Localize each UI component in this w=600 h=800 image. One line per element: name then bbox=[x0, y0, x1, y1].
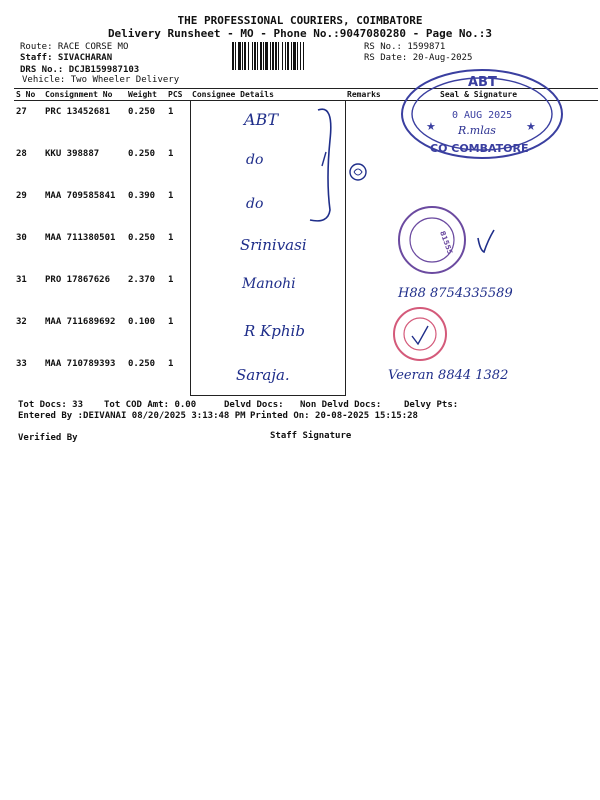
barcode-bar bbox=[260, 42, 262, 70]
cell-pcs: 1 bbox=[168, 275, 174, 285]
barcode-bar bbox=[272, 42, 274, 70]
cell-sno: 27 bbox=[16, 107, 27, 117]
check-mark-icon bbox=[474, 226, 498, 256]
barcode-bar bbox=[282, 42, 283, 70]
barcode-bar bbox=[278, 42, 279, 70]
cell-sno: 30 bbox=[16, 233, 27, 243]
runsheet-subtitle: Delivery Runsheet - MO - Phone No.:9047080280 - Page No.:3 bbox=[107, 27, 493, 40]
entered-by: Entered By :DEIVANAI 08/20/2025 3:13:48 PM bbox=[18, 411, 246, 421]
company-title: THE PROFESSIONAL COURIERS, COIMBATORE bbox=[177, 14, 423, 27]
barcode-bar bbox=[293, 42, 296, 70]
barcode-bar bbox=[248, 42, 249, 70]
barcode-bar bbox=[257, 42, 258, 70]
cell-remarks bbox=[345, 269, 402, 311]
rs-date: RS Date: 20-Aug-2025 bbox=[364, 53, 473, 63]
barcode-bar bbox=[242, 42, 243, 70]
purple-round-stamp bbox=[396, 204, 468, 276]
stamp-date: 0 AUG 2025 bbox=[452, 110, 513, 121]
barcode-bar bbox=[291, 42, 292, 70]
handwritten-ditto: do bbox=[246, 196, 264, 212]
col-seal: Seal & Signature bbox=[402, 89, 598, 101]
cell-weight: 0.100 bbox=[128, 317, 156, 327]
col-consignment: Consignment No bbox=[43, 89, 126, 101]
cell-pcs: 1 bbox=[168, 107, 174, 117]
table-row bbox=[14, 353, 598, 396]
cell-consignment: MAA 711689692 bbox=[45, 317, 116, 327]
cell-consignment: MAA 711380501 bbox=[45, 233, 116, 243]
stamp-code: 81555 bbox=[438, 229, 454, 256]
cell-sno: 28 bbox=[16, 149, 27, 159]
cell-pcs: 1 bbox=[168, 359, 174, 369]
stamp-sign: R.mlas bbox=[458, 124, 496, 137]
barcode-bar bbox=[252, 42, 253, 70]
col-consignee: Consignee Details bbox=[190, 89, 345, 101]
cell-weight: 0.250 bbox=[128, 359, 156, 369]
cell-consignment: KKU 398887 bbox=[45, 149, 100, 159]
vehicle-label: Vehicle: Two Wheeler Delivery bbox=[22, 75, 180, 85]
barcode-bar bbox=[265, 42, 268, 70]
handwritten-name: Manohi bbox=[242, 276, 296, 292]
cell-pcs: 1 bbox=[168, 233, 174, 243]
staff-label: Staff: SIVACHARAN bbox=[20, 53, 113, 63]
cell-consignment: MAA 709585841 bbox=[45, 191, 116, 201]
delivery-points: Delvy Pts: bbox=[404, 400, 459, 410]
barcode-bar bbox=[238, 42, 241, 70]
ditto-bracket-mark bbox=[300, 100, 380, 230]
cell-sno: 32 bbox=[16, 317, 27, 327]
cell-pcs: 1 bbox=[168, 191, 174, 201]
cell-consignment: PRC 13452681 bbox=[45, 107, 111, 117]
svg-text:★: ★ bbox=[426, 120, 436, 133]
handwritten-ditto: do bbox=[246, 152, 264, 168]
barcode-bar bbox=[254, 42, 256, 70]
cell-consignment: MAA 710789393 bbox=[45, 359, 116, 369]
total-cod-amount: Tot COD Amt: 0.00 bbox=[104, 400, 197, 410]
col-weight: Weight bbox=[126, 89, 166, 101]
cell-sno: 31 bbox=[16, 275, 27, 285]
barcode-bar bbox=[297, 42, 298, 70]
route-label: Route: RACE CORSE MO bbox=[20, 42, 129, 52]
handwritten-name: Saraja. bbox=[236, 366, 290, 384]
staff-signature: Staff Signature bbox=[270, 431, 352, 441]
cell-sno: 33 bbox=[16, 359, 27, 369]
cell-remarks bbox=[345, 227, 402, 269]
barcode-bar bbox=[263, 42, 264, 70]
rs-number: RS No.: 1599871 bbox=[364, 42, 446, 52]
barcode-bar bbox=[285, 42, 286, 70]
company-stamp bbox=[398, 66, 566, 162]
barcode-bar bbox=[232, 42, 234, 70]
cell-consignment: PRO 17867626 bbox=[45, 275, 111, 285]
barcode-bar bbox=[300, 42, 301, 70]
pink-round-stamp bbox=[384, 306, 458, 362]
cell-pcs: 1 bbox=[168, 149, 174, 159]
cell-weight: 0.250 bbox=[128, 107, 156, 117]
cell-weight: 2.370 bbox=[128, 275, 156, 285]
table-row bbox=[14, 311, 598, 353]
non-delivered-docs: Non Delvd Docs: bbox=[300, 400, 382, 410]
delivered-docs: Delvd Docs: bbox=[224, 400, 284, 410]
total-docs: Tot Docs: 33 bbox=[18, 400, 84, 410]
cell-sno: 29 bbox=[16, 191, 27, 201]
svg-text:★: ★ bbox=[526, 120, 536, 133]
barcode bbox=[232, 42, 360, 70]
stamp-bottom-text: CO COMBATORE bbox=[430, 142, 529, 155]
col-remarks: Remarks bbox=[345, 89, 402, 101]
col-pcs: PCS bbox=[166, 89, 190, 101]
stamp-top-text: ABT bbox=[468, 75, 497, 90]
handwritten-signature: Veeran 8844 1382 bbox=[388, 368, 509, 383]
handwritten-phone: H88 8754335589 bbox=[398, 286, 513, 301]
col-sno: S No bbox=[14, 89, 43, 101]
barcode-bar bbox=[303, 42, 304, 70]
barcode-bar bbox=[244, 42, 246, 70]
barcode-bar bbox=[275, 42, 277, 70]
handwritten-name: ABT bbox=[244, 110, 278, 129]
cell-weight: 0.250 bbox=[128, 149, 156, 159]
cell-weight: 0.250 bbox=[128, 233, 156, 243]
verified-by: Verified By bbox=[18, 433, 78, 443]
barcode-bar bbox=[287, 42, 289, 70]
cell-weight: 0.390 bbox=[128, 191, 156, 201]
barcode-bar bbox=[235, 42, 236, 70]
handwritten-name: Srinivasi bbox=[240, 236, 307, 254]
cell-pcs: 1 bbox=[168, 317, 174, 327]
handwritten-name: R Kphib bbox=[244, 322, 305, 340]
drs-number: DRS No.: DCJB159987103 bbox=[20, 65, 140, 75]
barcode-bar bbox=[270, 42, 271, 70]
printed-on: Printed On: 20-08-2025 15:15:28 bbox=[250, 411, 418, 421]
